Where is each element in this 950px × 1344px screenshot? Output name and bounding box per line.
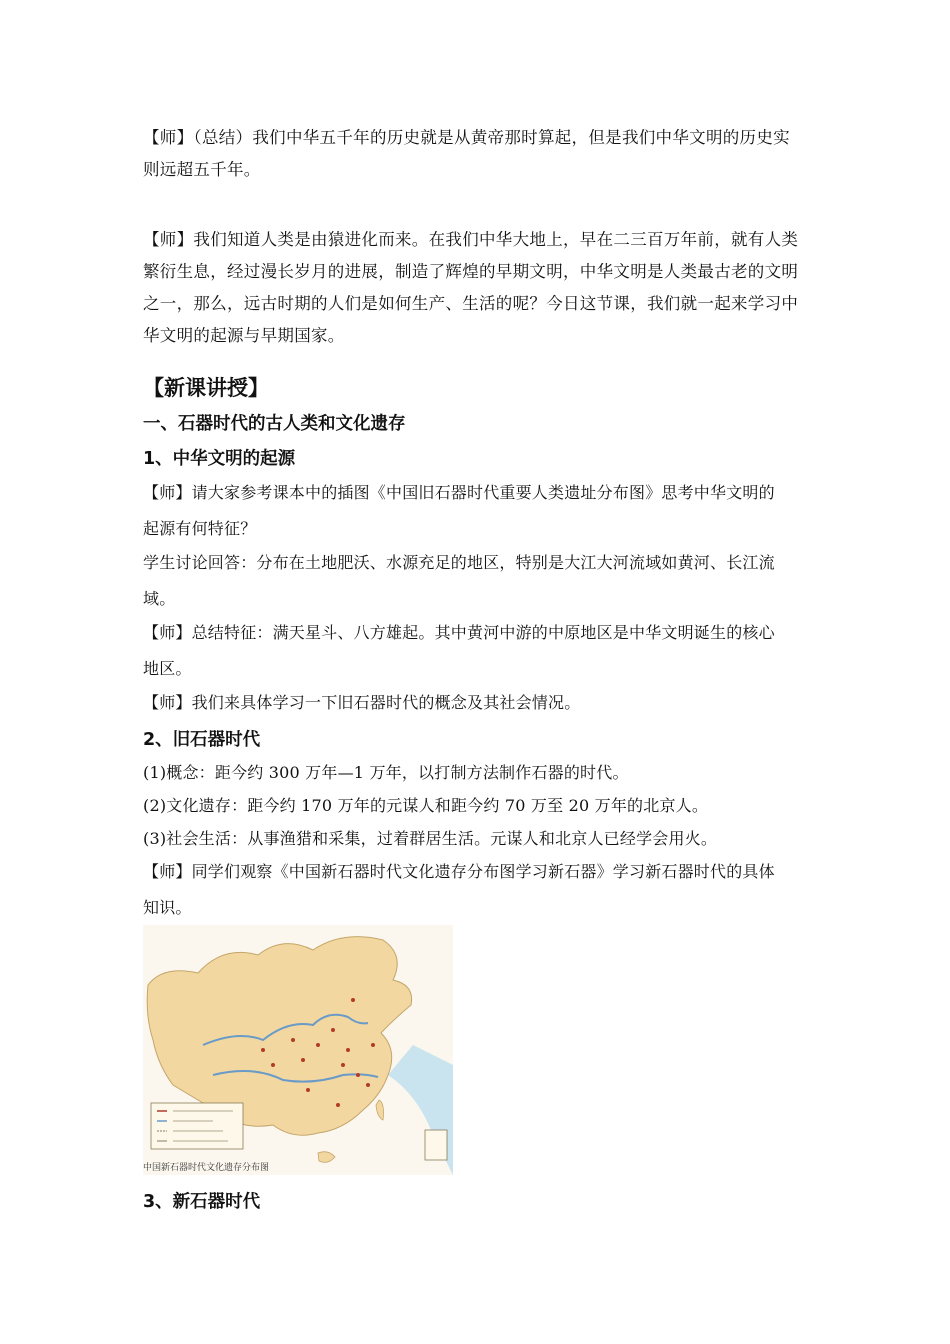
list-item: (1)概念：距今约 300 万年—1 万年，以打制方法制作石器的时代。: [143, 763, 629, 782]
text-line: 华文明的起源与早期国家。: [143, 326, 345, 345]
neolithic-map-figure: [143, 925, 453, 1175]
heading-neolithic: 3、新石器时代: [143, 1192, 261, 1212]
teacher-line: 知识。: [143, 898, 192, 917]
teacher-line: 【师】请大家参考课本中的插图《中国旧石器时代重要人类遗址分布图》思考中华文明的: [143, 483, 775, 502]
heading-section-1: 一、石器时代的古人类和文化遗存: [143, 414, 406, 434]
student-line: 学生讨论回答：分布在土地肥沃、水源充足的地区，特别是大江大河流域如黄河、长江流: [143, 553, 775, 572]
teacher-line: 起源有何特征？: [143, 519, 257, 538]
text-line: 【师】我们知道人类是由猿进化而来。在我们中华大地上，早在二三百万年前，就有人类: [143, 230, 799, 249]
map-caption: 中国新石器时代文化遗存分布图: [143, 1163, 270, 1173]
teacher-line: 【师】总结特征：满天星斗、八方雄起。其中黄河中游的中原地区是中华文明诞生的核心: [143, 623, 775, 642]
paragraph-intro: [143, 224, 808, 352]
text-line: 【师】（总结）我们中华五千年的历史就是从黄帝那时算起，但是我们中华文明的历史实: [143, 128, 790, 147]
teacher-line: 【师】同学们观察《中国新石器时代文化遗存分布图学习新石器》学习新石器时代的具体: [143, 862, 775, 881]
student-line: 域。: [143, 589, 176, 608]
teacher-line: 地区。: [143, 659, 192, 678]
paragraph-summary: [143, 122, 808, 186]
teacher-line: 【师】我们来具体学习一下旧石器时代的概念及其社会情况。: [143, 693, 581, 712]
list-item: (2)文化遗存：距今约 170 万年的元谋人和距今约 70 万至 20 万年的北京人。: [143, 796, 709, 815]
china-map-illustration: [143, 925, 453, 1175]
text-line: 则远超五千年。: [143, 160, 261, 179]
text-line: 繁衍生息，经过漫长岁月的进展，制造了辉煌的早期文明，中华文明是人类最古老的文明: [143, 262, 799, 281]
heading-origin: 1、中华文明的起源: [143, 449, 296, 469]
heading-new-lesson: 【新课讲授】: [143, 376, 269, 400]
text-line: 之一，那么，远古时期的人们是如何生产、生活的呢？今日这节课，我们就一起来学习中: [143, 294, 799, 313]
list-item: (3)社会生活：从事渔猎和采集，过着群居生活。元谋人和北京人已经学会用火。: [143, 829, 718, 848]
heading-paleolithic: 2、旧石器时代: [143, 730, 261, 750]
